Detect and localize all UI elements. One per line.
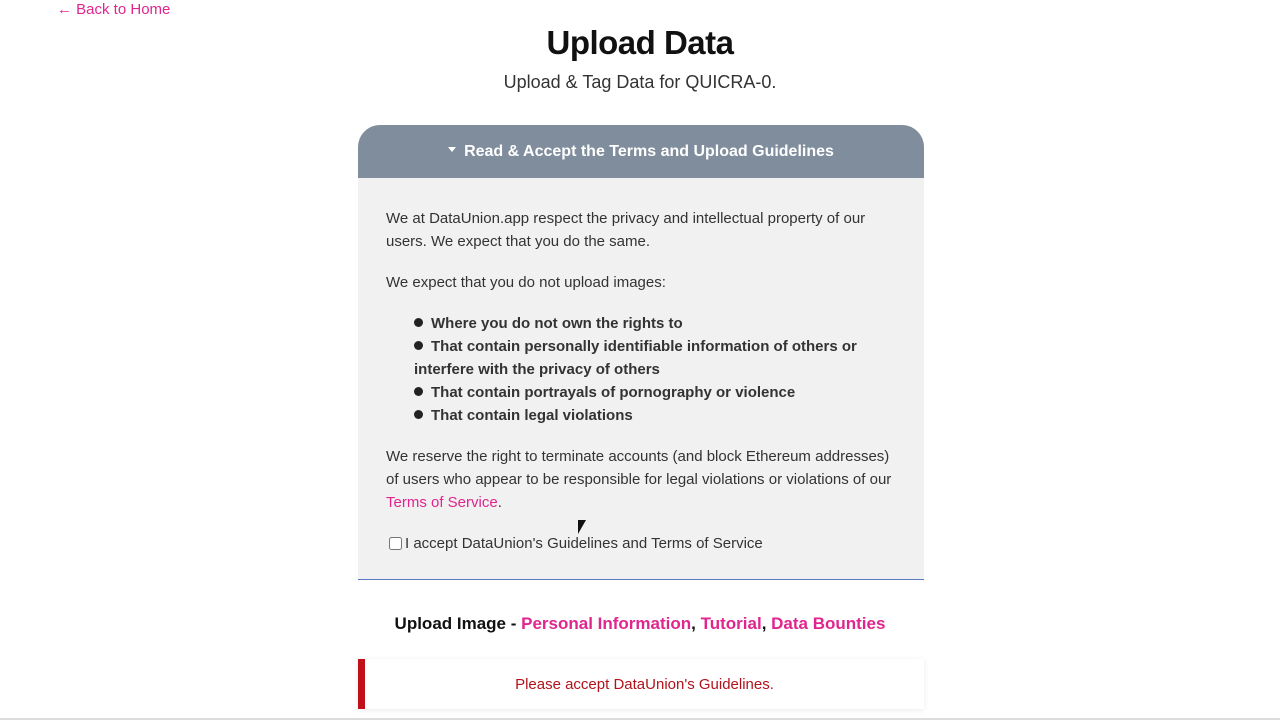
terms-accordion-label: Read & Accept the Terms and Upload Guidelines [464,142,834,160]
terms-intro: We at DataUnion.app respect the privacy and intellectual property of our users. We expect that you do the same. [386,210,866,250]
bullet-icon [414,410,423,419]
guidelines-alert [358,659,924,709]
accept-terms-checkbox[interactable] [389,537,402,550]
bullet-icon [414,341,423,350]
terms-accordion [358,125,924,580]
caret-down-icon [448,147,456,152]
data-bounties-link[interactable]: Data Bounties [771,614,886,633]
alert-message: Please accept DataUnion's Guidelines. [515,675,774,693]
page-subtitle: Upload & Tag Data for QUICRA-0. [503,72,777,92]
terms-of-service-link[interactable]: Terms of Service [386,494,498,511]
back-to-home-link[interactable]: ← Back to Home [57,1,171,18]
accept-terms-label: I accept DataUnion's Guidelines and Terms of Service [405,535,763,552]
terms-expect-lead: We expect that you do not upload images: [386,274,666,291]
list-item: That contain portrayals of pornography or violence [414,381,896,404]
bullet-icon [414,387,423,396]
accept-terms-row[interactable] [389,532,896,555]
bullet-icon [414,318,423,327]
mouse-cursor-icon [578,520,586,534]
personal-information-link[interactable]: Personal Information [521,614,692,633]
terms-reserve-paragraph: We reserve the right to terminate accounts (and block Ethereum addresses) of users who appear to be responsible for legal violations or violations of our Terms of Service. [386,448,892,511]
list-item: Where you do not own the rights to [414,312,896,335]
upload-image-heading: Upload Image - Personal Information, Tutorial, Data Bounties [394,614,886,633]
page-title: Upload Data [546,24,734,61]
guidelines-list [386,312,896,427]
list-item: That contain personally identifiable information of others or interfere with the privacy of others [414,338,857,378]
terms-accordion-body [358,178,924,555]
tutorial-link[interactable]: Tutorial [700,614,762,633]
list-item: That contain legal violations [414,404,896,427]
terms-accordion-toggle[interactable] [358,125,924,178]
